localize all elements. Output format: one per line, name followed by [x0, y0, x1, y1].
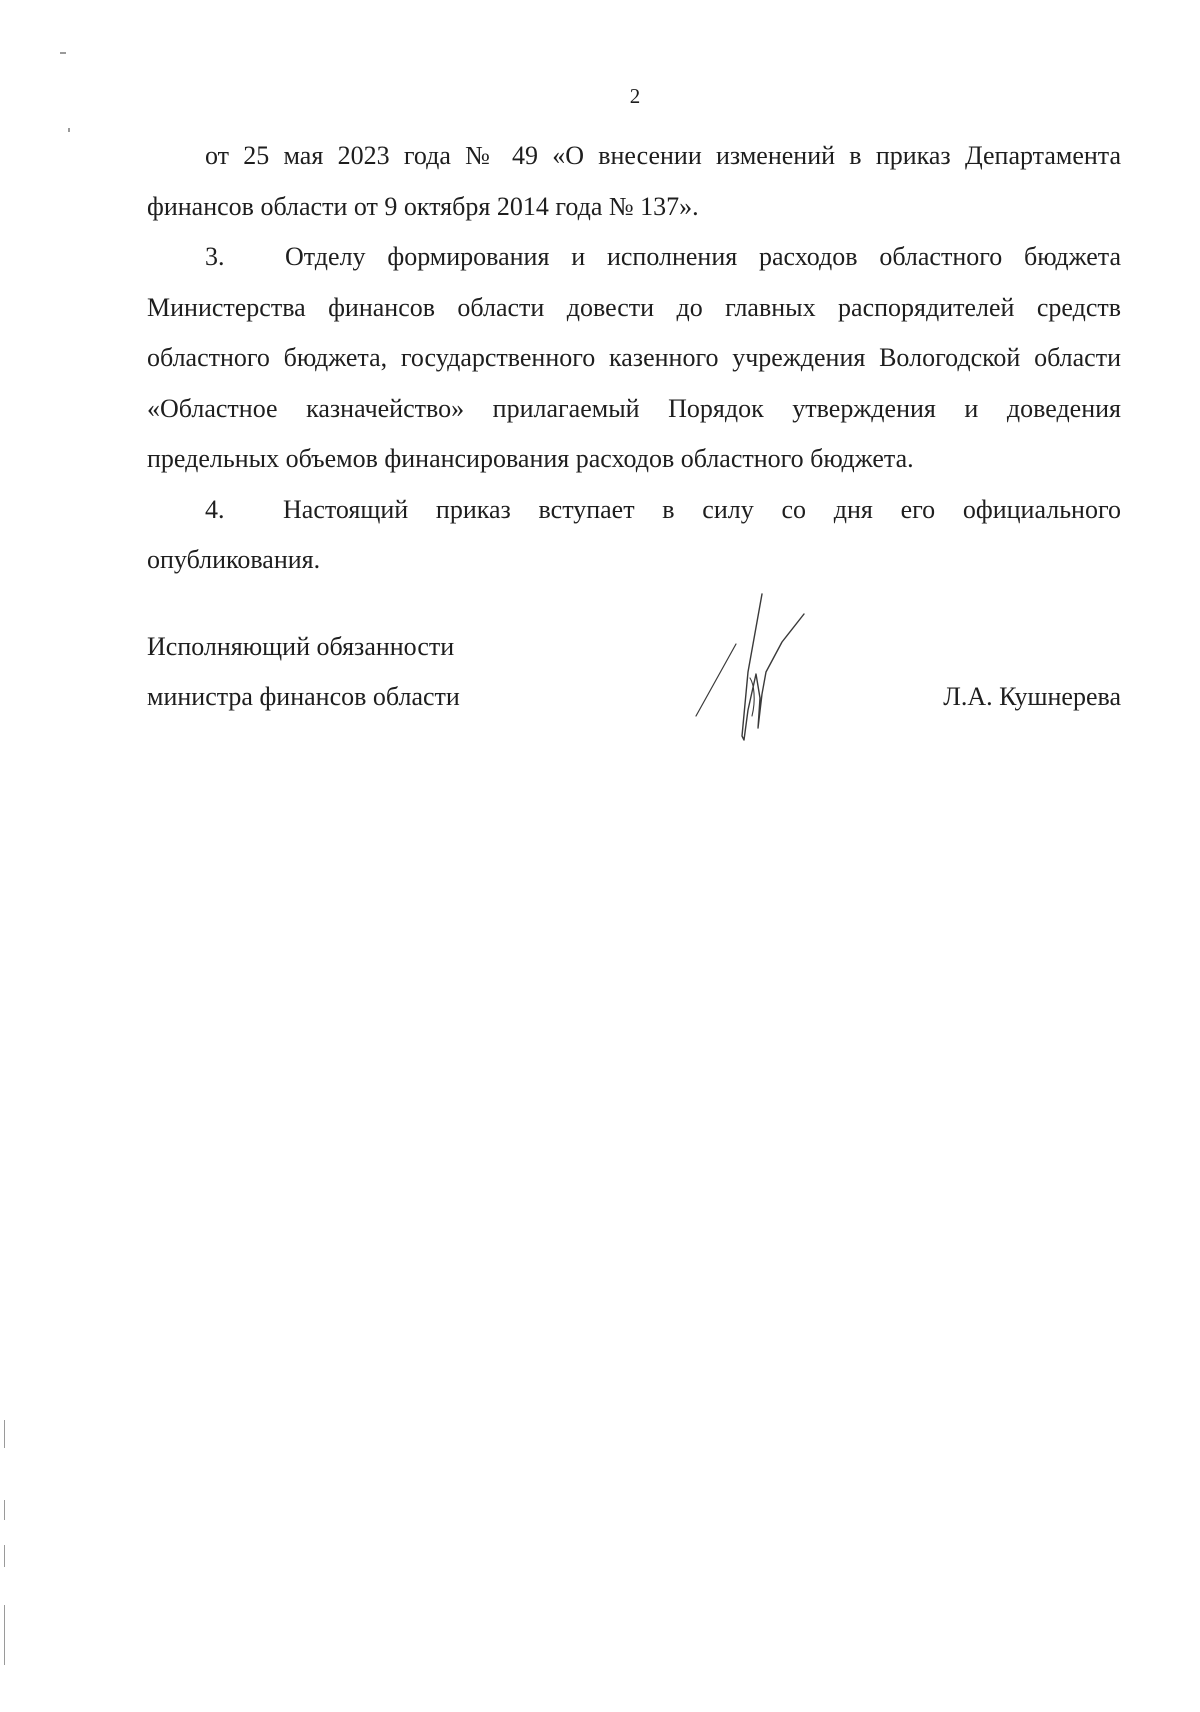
item-number: 4.: [205, 494, 225, 524]
signer-title-line: Исполняющий обязанности: [147, 632, 455, 661]
page-number: 2: [629, 84, 641, 108]
paragraph-item-3: [147, 232, 1121, 485]
signer-name: Л.А. Кушнерева: [943, 682, 1121, 711]
scan-artifact: [4, 1605, 5, 1665]
paragraph-continuation: от 25 мая 2023 года № 49 «О внесении изменений в приказ Департамента финансов области от 9 октября 2014 года № 137».: [147, 141, 1121, 221]
item-number: 3.: [205, 242, 225, 271]
scan-artifact: [4, 1545, 5, 1567]
signature-block: [147, 622, 1121, 722]
scan-artifact: [68, 128, 70, 132]
scan-artifact: [4, 1500, 5, 1520]
item-text: Настоящий приказ вступает в силу со дня его официального опубликования.: [147, 494, 1121, 574]
signer-title-line: министра финансов области: [147, 682, 460, 711]
scan-artifact: [60, 52, 66, 54]
item-text: Отделу формирования и исполнения расходов областного бюджета Министерства финансов области довести до главных распорядителей средств областного бюджета, государственного казенного учреждения Вологодской области «Областное казначейство» прилагаемый Порядок утверждения и доведения предельных объемов финансирования расходов областного бюджета.: [147, 242, 1121, 473]
scan-artifact: [4, 1420, 5, 1448]
handwritten-signature: [690, 590, 820, 750]
document-body: [147, 131, 1121, 586]
paragraph-item-4: [147, 485, 1121, 586]
